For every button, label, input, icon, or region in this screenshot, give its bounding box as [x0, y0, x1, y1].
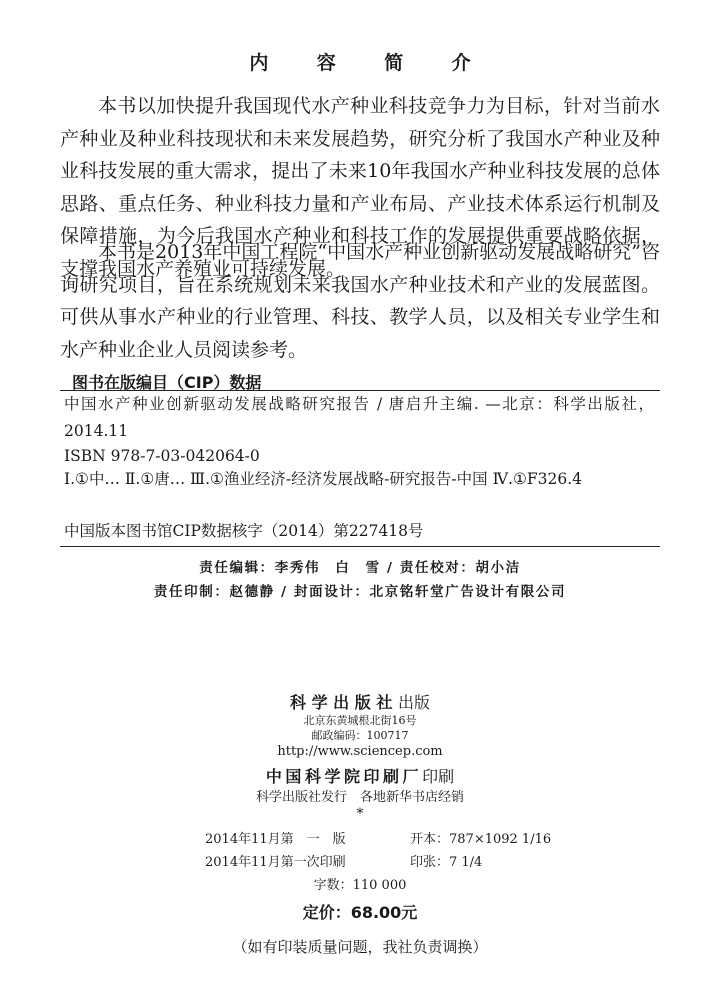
- cip-isbn: ISBN 978-7-03-042064-0: [64, 447, 260, 465]
- spec-word-count: 字数：110 000: [313, 878, 407, 893]
- spec-sheets: 印张：7 1/4: [410, 855, 483, 870]
- quality-notice: （如有印装质量问题，我社负责调换）: [232, 938, 488, 956]
- summary-title: 内 容 简 介: [249, 52, 492, 74]
- price: 定价：68.00元: [302, 903, 418, 922]
- publisher-name: 科学出版社: [289, 693, 398, 712]
- printer-suffix: 印刷: [422, 767, 455, 786]
- spec-format: 开本：787×1092 1/16: [410, 832, 552, 847]
- distribution-line: 科学出版社发行 各地新华书店经销: [255, 790, 464, 805]
- cip-entry: 中国水产种业创新驱动发展战略研究报告 / 唐启升主编. —北京：科学出版社，2014.11: [64, 395, 654, 440]
- printer-line: [0, 764, 720, 787]
- cip-bottom-rule: [60, 546, 660, 547]
- summary-paragraph-2: 本书是2013年中国工程院“中国水产种业创新驱动发展战略研究”咨询研究项目，旨在系统规划未来我国水产种业技术和产业的发展蓝图。可供从事水产种业的行业管理、科技、教学人员，以及相关专业学生和水产种业企业人员阅读参考。: [60, 241, 660, 361]
- cip-heading: 图书在版编目（CIP）数据: [72, 373, 262, 392]
- printer-name: 中国科学院印刷厂: [265, 767, 423, 786]
- spec-printing: 2014年11月第一次印刷: [205, 855, 346, 870]
- spec-edition: 2014年11月第 一 版: [205, 832, 346, 847]
- publisher-url: http://www.sciencep.com: [277, 744, 443, 759]
- publisher-postcode: 邮政编码：100717: [311, 729, 409, 742]
- credits-editors: 责任编辑：李秀伟 白 雪 / 责任校对：胡小洁: [199, 560, 521, 576]
- publisher-suffix: 出版: [398, 693, 431, 712]
- publisher-line: [0, 690, 720, 713]
- credits-production: 责任印制：赵德静 / 封面设计：北京铭轩堂广告设计有限公司: [153, 584, 567, 600]
- cip-classification: Ⅰ.①中… Ⅱ.①唐… Ⅲ.①渔业经济-经济发展战略-研究报告-中国 Ⅳ.①F326.4: [64, 470, 583, 488]
- separator-star: *: [356, 806, 364, 822]
- publisher-address: 北京东黄城根北街16号: [303, 714, 417, 727]
- summary-paragraph-1: 本书以加快提升我国现代水产种业科技竞争力为目标，针对当前水产种业及种业科技现状和未来发展趋势，研究分析了我国水产种业及种业科技发展的重大需求，提出了未来10年我国水产种业科技发展的总体思路、重点任务、种业科技力量和产业布局、产业技术体系运行机制及保障措施，为今后我国水产种业和科技工作的发展提供重要战略依据，支撑我国水产养殖业可持续发展。: [60, 95, 660, 280]
- cip-number: 中国版本图书馆CIP数据核字（2014）第227418号: [64, 522, 424, 540]
